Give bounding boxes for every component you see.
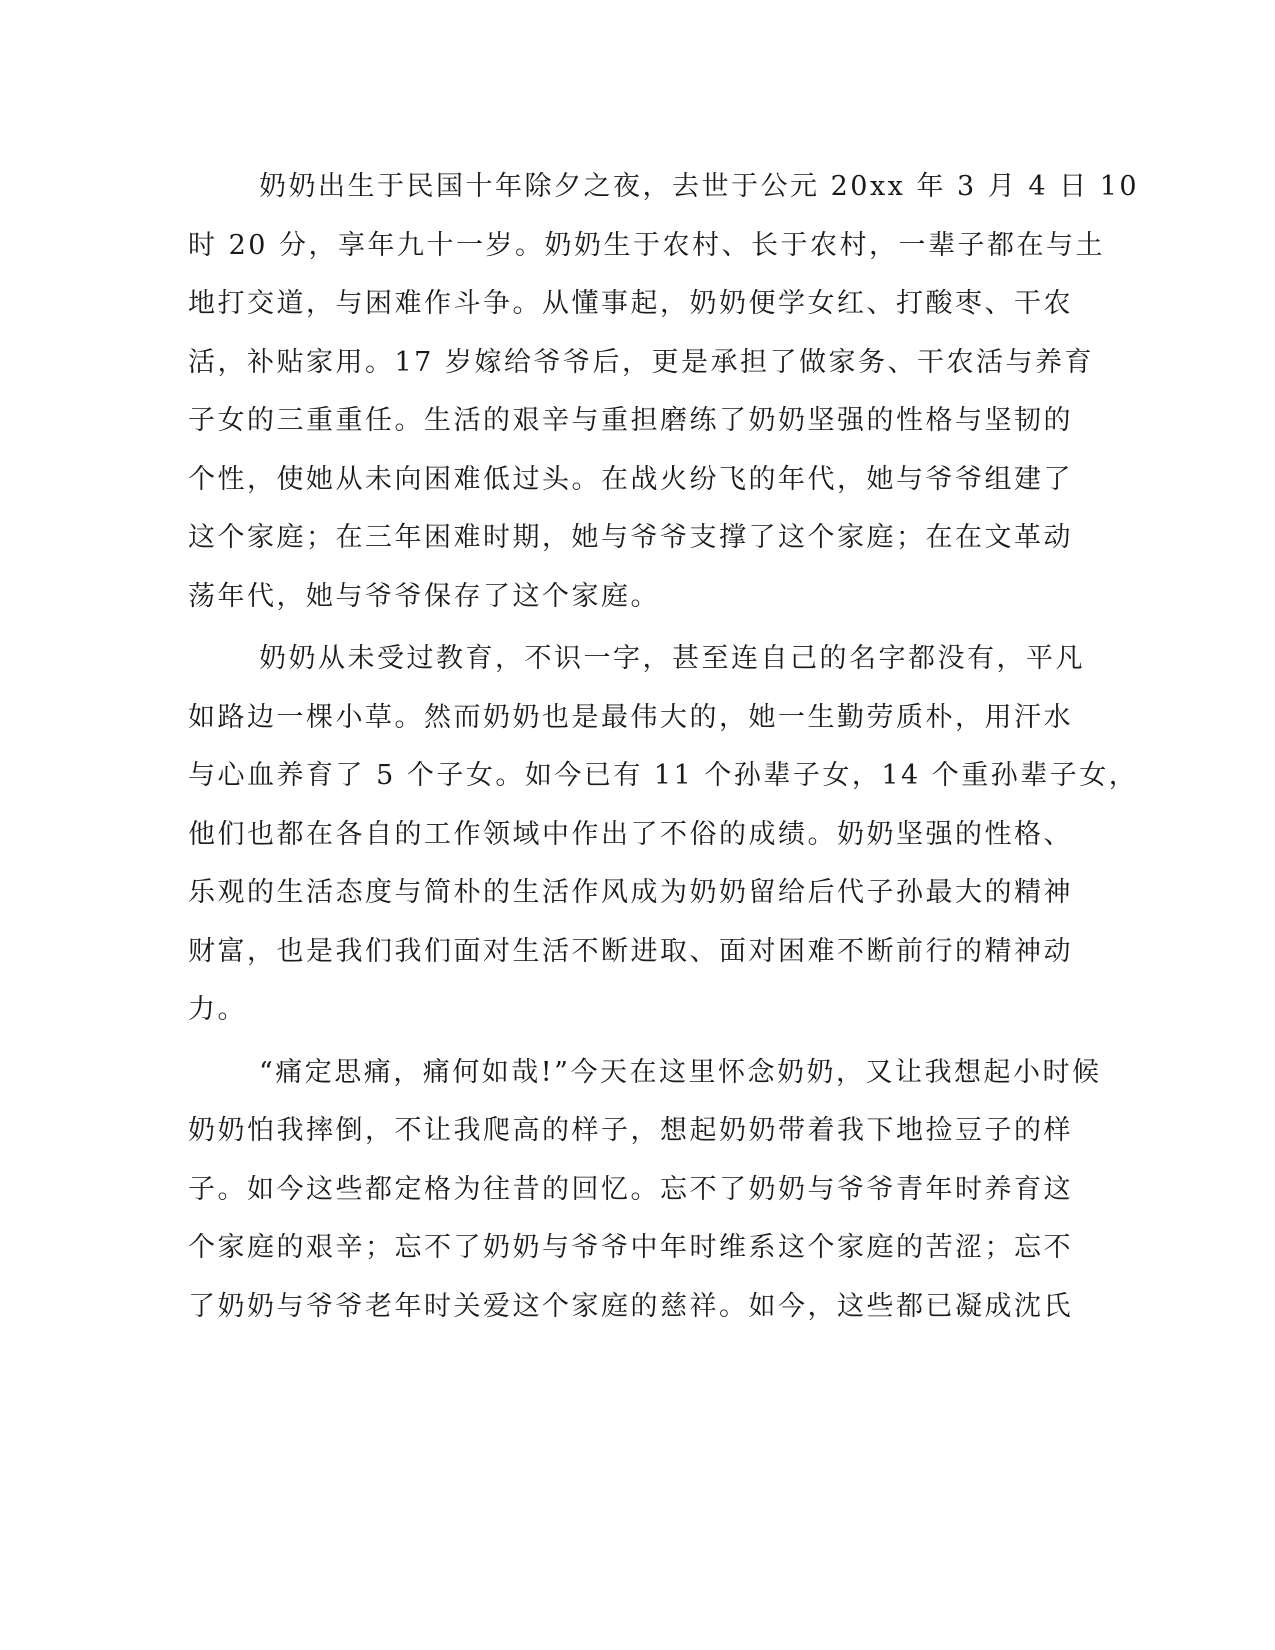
paragraph-line: 活，补贴家用。17 岁嫁给爷爷后，更是承担了做家务、干农活与养育 xyxy=(188,346,1094,378)
document-body xyxy=(188,158,1140,1336)
paragraph-line: 荡年代，她与爷爷保存了这个家庭。 xyxy=(188,580,660,612)
paragraph-line: 地打交道，与困难作斗争。从懂事起，奶奶便学女红、打酸枣、干农 xyxy=(188,288,1073,319)
paragraph-line: 子女的三重重任。生活的艰辛与重担磨练了奶奶坚强的性格与坚韧的 xyxy=(188,405,1073,436)
paragraph-line: 如路边一棵小草。然而奶奶也是最伟大的，她一生勤劳质朴，用汗水 xyxy=(188,701,1073,733)
paragraph-line: 个性，使她从未向困难低过头。在战火纷飞的年代，她与爷爷组建了 xyxy=(188,463,1073,495)
paragraph-1 xyxy=(188,158,1140,626)
paragraph-line: 力。 xyxy=(188,994,247,1025)
paragraph-line: 这个家庭；在三年困难时期，她与爷爷支撑了这个家庭；在在文革动 xyxy=(188,522,1073,553)
paragraph-line: 时 20 分，享年九十一岁。奶奶生于农村、长于农村，一辈子都在与土 xyxy=(188,229,1106,261)
paragraph-line: “痛定思痛，痛何如哉!”今天在这里怀念奶奶，又让我想起小时候 xyxy=(259,1056,1102,1088)
paragraph-line: 子。如今这些都定格为往昔的回忆。忘不了奶奶与爷爷青年时养育这 xyxy=(188,1173,1073,1205)
paragraph-line: 他们也都在各自的工作领域中作出了不俗的成绩。奶奶坚强的性格、 xyxy=(188,818,1073,850)
paragraph-3 xyxy=(188,1044,1102,1337)
paragraph-line: 财富，也是我们我们面对生活不断进取、面对困难不断前行的精神动 xyxy=(188,935,1073,967)
paragraph-line: 与心血养育了 5 个子女。如今已有 11 个孙辈子女，14 个重孙辈子女， xyxy=(188,760,1139,791)
paragraph-line: 奶奶从未受过教育，不识一字，甚至连自己的名字都没有，平凡 xyxy=(259,643,1085,674)
paragraph-2 xyxy=(188,630,1139,1040)
paragraph-line: 奶奶怕我摔倒，不让我爬高的样子，想起奶奶带着我下地捡豆子的样 xyxy=(188,1115,1073,1146)
paragraph-line: 个家庭的艰辛；忘不了奶奶与爷爷中年时维系这个家庭的苦涩；忘不 xyxy=(188,1232,1073,1263)
paragraph-line: 奶奶出生于民国十年除夕之夜，去世于公元 20xx 年 3 月 4 日 10 xyxy=(259,171,1140,202)
paragraph-line: 乐观的生活态度与简朴的生活作风成为奶奶留给后代子孙最大的精神 xyxy=(188,877,1073,908)
paragraph-line: 了奶奶与爷爷老年时关爱这个家庭的慈祥。如今，这些都已凝成沈氏 xyxy=(188,1290,1073,1322)
